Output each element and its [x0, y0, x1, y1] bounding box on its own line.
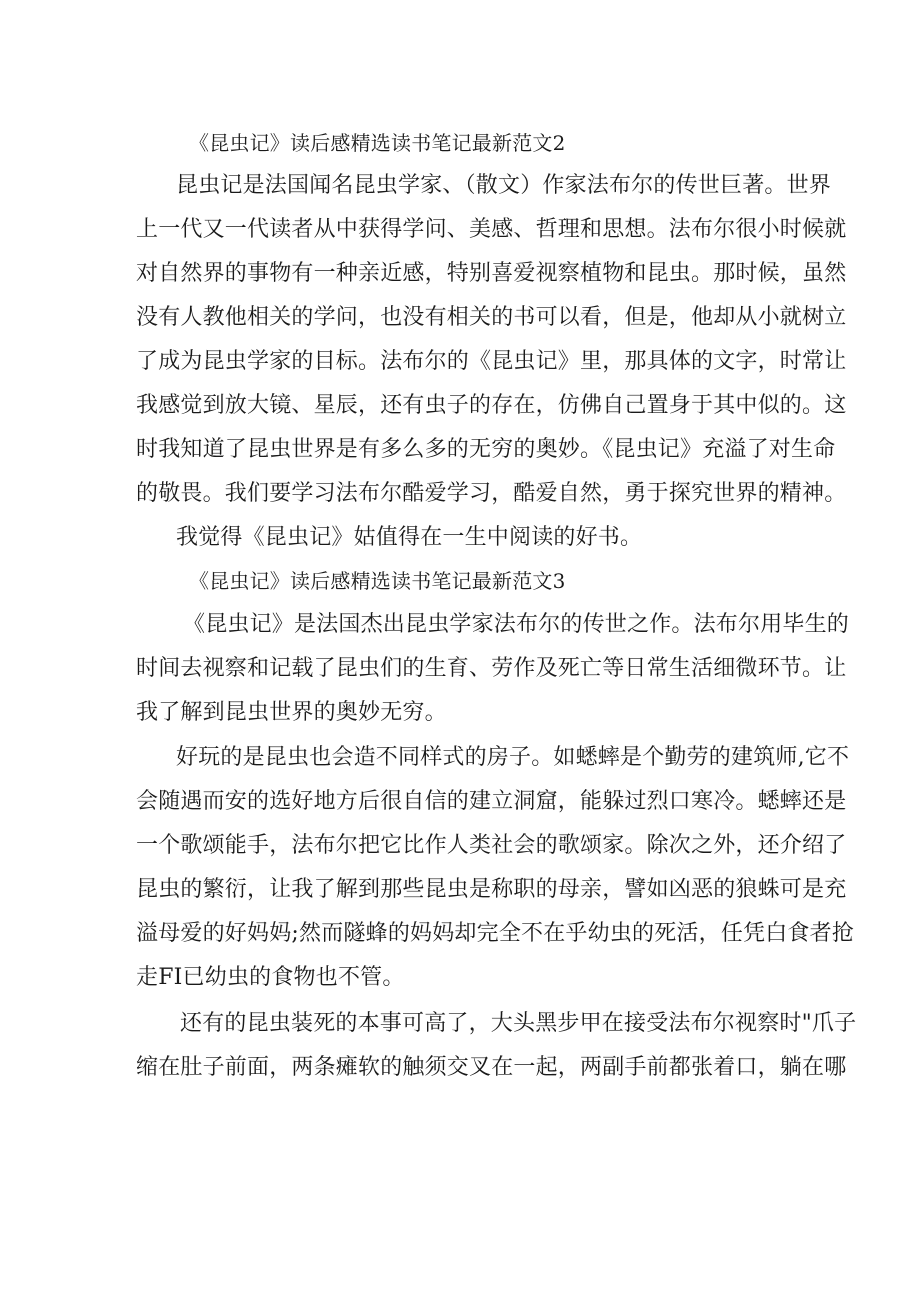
paragraph-line: 溢母爱的好妈妈;然而隧蜂的妈妈却完全不在乎幼虫的死活，任凭白食者抢 [136, 921, 855, 946]
paragraph-line: 我了解到昆虫世界的奥妙无穷。 [136, 700, 447, 725]
paragraph-line: 缩在肚子前面，两条瘫软的触须交叉在一起，两副手前都张着口，躺在哪 [136, 1055, 847, 1080]
paragraph-line: 会随遇而安的选好地方后很自信的建立洞窟，能躲过烈口寒冷。蟋蟀还是 [136, 789, 847, 814]
paragraph-line: 我感觉到放大镜、星辰，还有虫子的存在，仿佛自己置身于其中似的。这 [136, 393, 847, 418]
paragraph-line: 好玩的是昆虫也会造不同样式的房子。如蟋蟀是个勤劳的建筑师,它不 [176, 745, 850, 770]
paragraph-line: 了成为昆虫学家的目标。法布尔的《昆虫记》里，那具体的文字，时常让 [136, 349, 847, 374]
paragraph-line: 时间去视察和记载了昆虫们的生育、劳作及死亡等日常生活细微环节。让 [136, 656, 847, 681]
paragraph-line: 走FI已幼虫的食物也不管。 [136, 965, 405, 990]
paragraph-line: 没有人教他相关的学问，也没有相关的书可以看，但是，他却从小就树立 [136, 305, 847, 330]
section-heading-3: 《昆虫记》读后感精选读书笔记最新范文3 [189, 569, 566, 593]
paragraph-line: 我觉得《昆虫记》姑值得在一生中阅读的好书。 [176, 525, 643, 550]
paragraph-line: 昆虫的繁衍，让我了解到那些昆虫是称职的母亲，譬如凶恶的狼蛛可是充 [136, 877, 847, 902]
section-heading-2: 《昆虫记》读后感精选读书笔记最新范文2 [189, 131, 566, 155]
paragraph-line: 昆虫记是法国闻名昆虫学家、（散文）作家法布尔的传世巨著。世界 [176, 173, 832, 198]
paragraph-line: 一个歌颂能手，法布尔把它比作人类社会的歌颂家。除次之外，还介绍了 [136, 833, 847, 858]
paragraph-line: 对自然界的事物有一种亲近感，特别喜爱视察植物和昆虫。那时候，虽然 [136, 261, 847, 286]
paragraph-line: 的敬畏。我们要学习法布尔酷爱学习，酷爱自然，勇于探究世界的精神。 [136, 481, 847, 506]
paragraph-line: 还有的昆虫装死的本事可高了，大头黑步甲在接受法布尔视察时"爪子 [180, 1011, 857, 1036]
paragraph-line: 时我知道了昆虫世界是有多么多的无穷的奥妙。《昆虫记》充溢了对生命 [136, 437, 836, 462]
paragraph-line: 《昆虫记》是法国杰出昆虫学家法布尔的传世之作。法布尔用毕生的 [183, 612, 850, 637]
paragraph-line: 上一代又一代读者从中获得学问、美感、哲理和思想。法布尔很小时候就 [136, 217, 847, 242]
